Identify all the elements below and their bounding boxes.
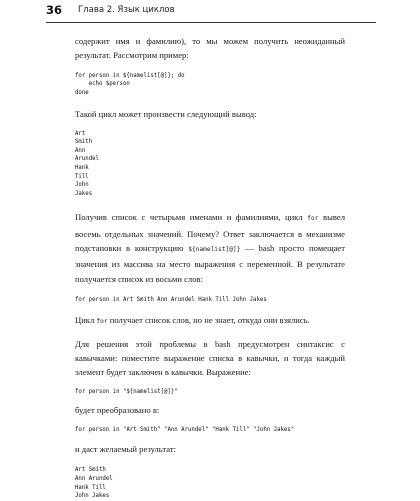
text-span: вывел восемь отдельных значений. Почему? Ответ заключается в механизме подстановки в конструкцию xyxy=(75,212,345,254)
paragraph-transformed: будет преобразовано в: xyxy=(75,405,160,416)
code-block-quoted-list: for person in "Art Smith" "Ann Arundel" "Hank Till" "John Jakes" xyxy=(75,426,295,433)
paragraph-intro: содержит имя и фамилию), то мы можем получить неожиданный результат. Рассмотрим пример: xyxy=(75,36,345,61)
paragraph-explanation xyxy=(75,210,345,285)
code-block-loop: for person in ${namelist[@]}; do echo $person done xyxy=(75,72,185,96)
page-number: 36 xyxy=(46,3,63,17)
text-span: — bash просто помещает значения из массива на место выражения с переменной. В результате получается список из восьми слов: xyxy=(75,243,345,284)
header-rule xyxy=(46,22,376,23)
text-span: Получив список с четырьмя именами и фамилиями, цикл xyxy=(75,212,308,223)
inline-code-for: for xyxy=(307,215,319,223)
paragraph-result: и даст желаемый результат: xyxy=(75,444,176,455)
paragraph-solution: Для решения этой проблемы в bash предусмотрен синтаксис с кавычками: поместите выражение списка в кавычки, и тогда каждый элемент будет заключен в кавычки. Выражение: xyxy=(75,338,345,378)
page-body xyxy=(75,34,345,501)
paragraph-for-note xyxy=(75,313,345,329)
inline-code-namelist: ${namelist[@]} xyxy=(188,246,241,254)
code-block-output: Art Smith Ann Arundel Hank Till John Jakes xyxy=(75,130,99,197)
code-block-expanded-list: for person in Art Smith Ann Arundel Hank Till John Jakes xyxy=(75,296,267,303)
code-block-final-output: Art Smith Ann Arundel Hank Till John Jakes xyxy=(75,467,113,500)
paragraph-output-intro: Такой цикл может произвести следующий вывод: xyxy=(75,109,257,120)
page-header xyxy=(46,0,420,24)
text-span: Цикл xyxy=(75,314,97,325)
chapter-title: Глава 2. Язык циклов xyxy=(78,5,175,15)
text-span: получает список слов, но не знает, откуда они взялись. xyxy=(107,314,310,325)
code-block-quoted-loop: for person in "${namelist[@]}" xyxy=(75,388,178,395)
inline-code-for: for xyxy=(96,317,108,325)
